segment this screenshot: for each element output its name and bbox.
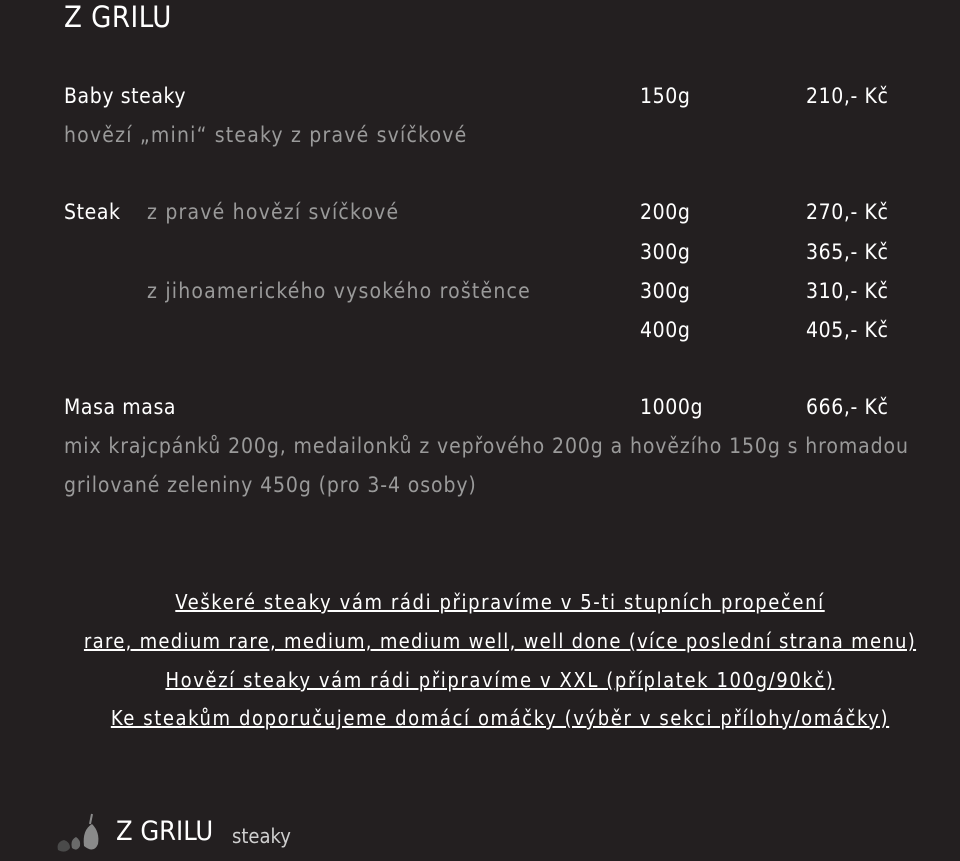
item-masa-name: Masa masa: [64, 395, 177, 419]
item-masa-price: 666,- Kč: [806, 395, 889, 419]
item-baby-price: 210,- Kč: [806, 84, 889, 108]
item-steak-variant1-price2: 365,- Kč: [806, 240, 889, 264]
item-steak-variant2-price2: 405,- Kč: [806, 318, 889, 342]
item-steak-variant2-weight2: 400g: [640, 318, 691, 342]
item-steak-variant2-price1: 310,- Kč: [806, 279, 889, 303]
page-title: Z GRILU: [64, 0, 172, 34]
item-steak-variant1-weight1: 200g: [640, 200, 691, 224]
item-steak-variant1-price1: 270,- Kč: [806, 200, 889, 224]
item-steak-variant1-weight2: 300g: [640, 240, 691, 264]
item-steak-variant2-weight1: 300g: [640, 279, 691, 303]
item-masa-desc-line1: mix krajcpánků 200g, medailonků z vepřového 200g a hovězího 150g s hromadou: [64, 434, 909, 458]
grill-logo-icon: [54, 812, 102, 854]
note-sauces: Ke steakům doporučujeme domácí omáčky (výběr v sekci přílohy/omáčky): [110, 706, 890, 730]
item-baby-desc: hovězí „mini“ steaky z pravé svíčkové: [64, 123, 468, 147]
item-baby-name: Baby steaky: [64, 84, 187, 108]
item-masa-desc-line2: grilované zeleniny 450g (pro 3-4 osoby): [64, 473, 477, 497]
note-doneness-levels: rare, medium rare, medium, medium well, well done (více poslední strana menu): [83, 629, 917, 653]
item-baby-weight: 150g: [640, 84, 691, 108]
footer-section-title: Z GRILU: [116, 816, 214, 847]
note-xxl: Hovězí steaky vám rádi připravíme v XXL (příplatek 100g/90kč): [165, 668, 835, 692]
item-steak-variant2-desc: z jihoamerického vysokého roštěnce: [147, 279, 531, 303]
footer-subsection: steaky: [232, 824, 291, 848]
item-steak-variant1-desc: z pravé hovězí svíčkové: [147, 200, 400, 224]
item-masa-weight: 1000g: [640, 395, 704, 419]
note-doneness: Veškeré steaky vám rádi připravíme v 5-ti stupních propečení: [175, 590, 825, 614]
item-steak-name: Steak: [64, 200, 121, 224]
